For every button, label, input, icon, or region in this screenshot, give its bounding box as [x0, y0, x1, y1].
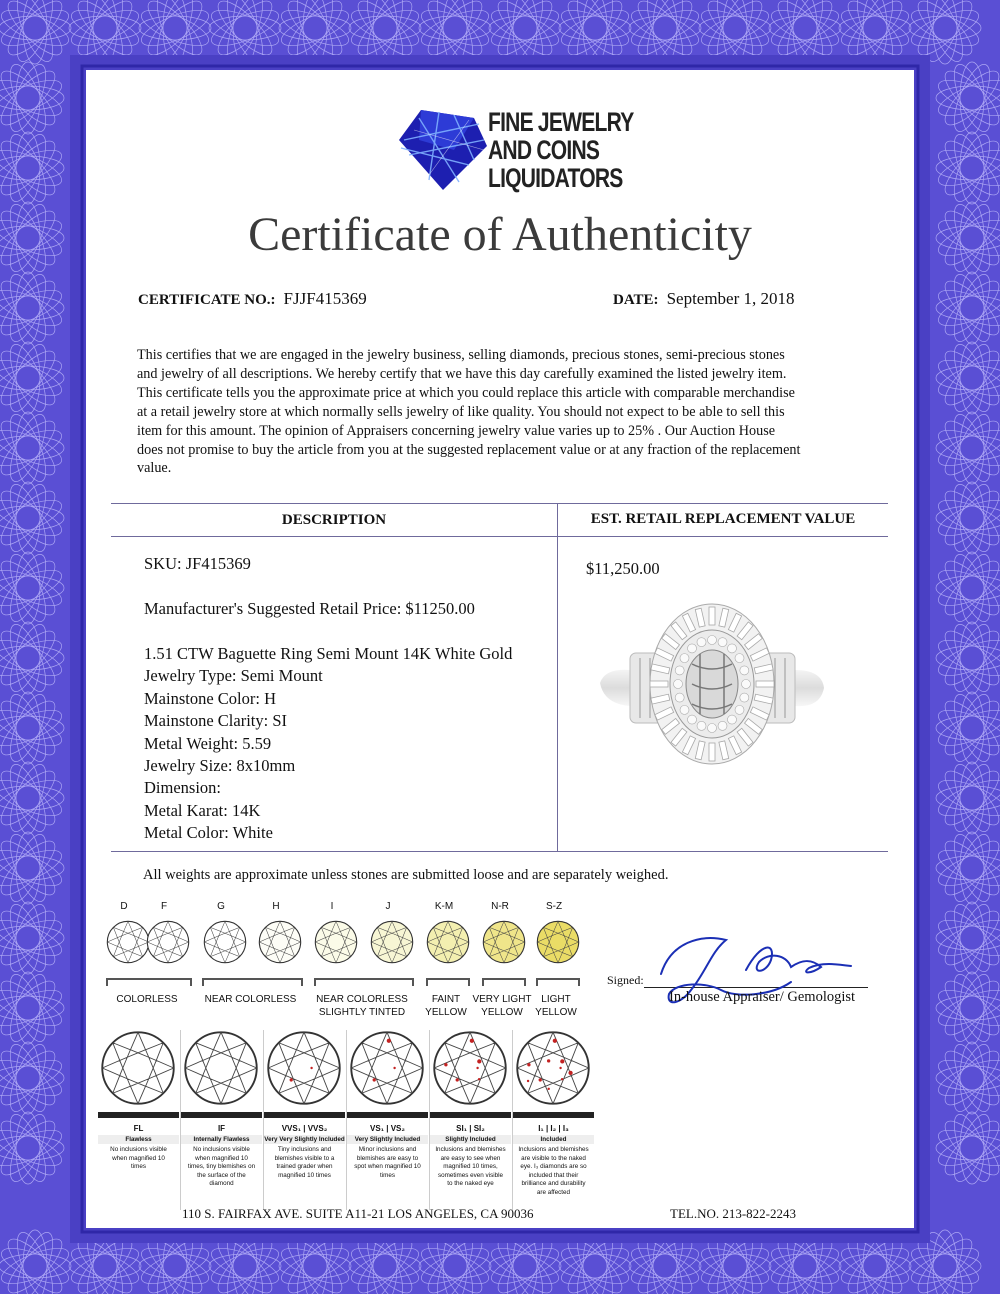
description-line: spot when magnified 10: [354, 1163, 421, 1171]
clarity-description: [264, 1146, 345, 1180]
detail-line: Dimension:: [144, 778, 221, 798]
certificate-no-value: FJJF415369: [283, 289, 367, 308]
clarity-code: SI₁ | SI₂: [456, 1124, 485, 1133]
description-line: Inclusions and blemishes: [435, 1146, 506, 1153]
detail-line: Metal Color: White: [144, 823, 273, 843]
color-category-label: [201, 993, 301, 1006]
certificate-no-label: CERTIFICATE NO.:: [138, 292, 276, 308]
clarity-column-divider: [263, 1030, 264, 1210]
category-line: FAINT: [431, 994, 461, 1005]
category-line: YELLOW: [425, 1007, 467, 1018]
description-line: to the naked eye: [447, 1180, 494, 1188]
footer-address: 110 S. FAIRFAX AVE. SUITE A11-21 LOS ANGELES, CA 90036: [182, 1206, 534, 1221]
description-header: DESCRIPTION: [281, 512, 387, 528]
baguette-stone: [756, 681, 774, 687]
clarity-diamond-icon: [183, 1030, 259, 1106]
baguette-stone: [709, 743, 715, 761]
description-line: times, tiny blemishes on: [187, 1163, 256, 1171]
color-diamond-icon: [146, 920, 190, 964]
ring-photo: [600, 598, 825, 768]
description-line: are affected: [536, 1188, 571, 1196]
category-line: SLIGHTLY TINTED: [318, 1007, 406, 1018]
color-category-label: [97, 993, 197, 1006]
clarity-name: Very Slightly Included: [347, 1135, 428, 1144]
halo-stone: [718, 721, 727, 730]
clarity-code: VVS₁ | VVS₂: [281, 1124, 328, 1133]
halo-stone: [680, 705, 689, 714]
description-line: magnified 10 times,: [443, 1163, 498, 1171]
grade-bracket: [536, 978, 580, 986]
color-diamond-icon: [258, 920, 302, 964]
baguette-stone: [709, 607, 715, 625]
clarity-diamond-icon: [100, 1030, 176, 1106]
color-grade-letter: H: [272, 901, 280, 912]
certificate-title: Certificate of Authenticity: [248, 208, 752, 261]
description-line: Inclusions and blemishes: [518, 1146, 589, 1153]
clarity-code: VS₁ | VS₂: [370, 1124, 405, 1133]
grade-bracket: [482, 978, 526, 986]
weights-note: All weights are approximate unless stones are submitted loose and are separately weighed.: [143, 867, 669, 883]
color-diamond-icon: [482, 920, 526, 964]
color-diamond-icon: [314, 920, 358, 964]
msrp-text: Manufacturer's Suggested Retail Price: $11250.00: [144, 599, 475, 618]
color-grade-letter: D: [120, 901, 128, 912]
clarity-diamond-icon: [266, 1030, 342, 1106]
color-diamond-icon: [203, 920, 247, 964]
clarity-code: FL: [133, 1124, 144, 1133]
detail-line: Metal Weight: 5.59: [144, 733, 272, 753]
intro-line: at a retail jewelry store at which normally sells jewelry of like quality. You should not expect to be able to sell this: [137, 403, 785, 420]
color-grade-letter: N-R: [491, 901, 509, 912]
clarity-code: IF: [217, 1124, 226, 1133]
halo-stone: [742, 680, 751, 689]
description-line: eye. I₃ diamonds are so: [520, 1163, 587, 1171]
clarity-bar: [181, 1112, 262, 1118]
halo-stone: [688, 644, 697, 653]
grade-bracket: [106, 978, 192, 986]
intro-line: does not promise to buy the article from you at the suggested replacement value or at any fraction of the replacement: [137, 441, 801, 458]
clarity-column-divider: [346, 1030, 347, 1210]
date-value: September 1, 2018: [666, 289, 795, 308]
category-line: LIGHT: [541, 994, 571, 1005]
date-label: DATE:: [613, 292, 659, 308]
halo-stone: [740, 693, 749, 702]
description-line: when magnified 10: [112, 1154, 165, 1162]
halo-stone: [675, 693, 684, 702]
category-line: YELLOW: [481, 1007, 523, 1018]
replacement-value: $11,250.00: [586, 559, 660, 578]
detail-line: Mainstone Clarity: SI: [144, 711, 287, 731]
description-line: brilliance and durability: [521, 1180, 586, 1188]
clarity-bar: [347, 1112, 428, 1118]
detail-line: Metal Karat: 14K: [144, 800, 261, 820]
detail-line: Mainstone Color: H: [144, 688, 276, 708]
clarity-diamond-icon: [349, 1030, 425, 1106]
clarity-bar: [430, 1112, 511, 1118]
color-grade-letter: F: [160, 901, 168, 912]
clarity-description: [98, 1146, 179, 1172]
description-line: the surface of the: [197, 1171, 246, 1179]
clarity-name: Very Very Slightly Included: [264, 1136, 345, 1143]
clarity-description: [181, 1146, 262, 1189]
grade-bracket: [202, 978, 303, 986]
value-header: EST. RETAIL REPLACEMENT VALUE: [590, 511, 856, 527]
clarity-bar: [513, 1112, 594, 1118]
description-line: times: [130, 1163, 147, 1171]
gem-logo-icon: [399, 110, 489, 190]
intro-line: item for this amount. The opinion of Appraisers concerning jewelry value varies up to 25% . Our Auction House: [137, 422, 776, 439]
halo-stone: [727, 715, 736, 724]
logo-line-3: LIQUIDATORS: [488, 163, 623, 193]
halo-stone: [675, 666, 684, 675]
sku-text: SKU: JF415369: [144, 554, 251, 573]
color-grade-chart: [86, 898, 586, 1018]
description-line: included that their: [528, 1171, 579, 1179]
category-line: YELLOW: [535, 1007, 577, 1018]
description-line: No inclusions visible: [193, 1146, 250, 1153]
description-line: when magnified 10: [195, 1154, 248, 1162]
color-diamond-icon: [370, 920, 414, 964]
halo-stone: [708, 724, 717, 733]
halo-stone: [735, 705, 744, 714]
grade-bracket: [314, 978, 414, 986]
category-line: COLORLESS: [116, 994, 178, 1005]
logo-line-1: FINE JEWELRY: [488, 107, 634, 137]
table-header-rule: [111, 536, 888, 537]
color-diamond-icon: [426, 920, 470, 964]
color-grade-letter: J: [385, 901, 391, 912]
clarity-name: Internally Flawless: [181, 1135, 262, 1144]
halo-stone: [735, 654, 744, 663]
halo-stone: [688, 715, 697, 724]
intro-line: value.: [137, 460, 172, 477]
description-line: trained grader when: [276, 1163, 333, 1171]
table-top-rule: [111, 503, 888, 504]
clarity-diamond-icon: [515, 1030, 591, 1106]
description-line: times: [379, 1171, 396, 1179]
detail-line: Jewelry Size: 8x10mm: [144, 756, 296, 776]
description-line: are visible to the naked: [521, 1154, 586, 1162]
clarity-description: [513, 1146, 594, 1198]
intro-line: This certifies that we are engaged in the jewelry business, selling diamonds, precious stones, semi-precious stones: [137, 347, 785, 363]
color-grade-letter: I: [330, 901, 334, 912]
clarity-name: Included: [513, 1135, 594, 1144]
halo-stone: [740, 666, 749, 675]
baguette-stone: [650, 681, 668, 687]
color-grade-letter: K-M: [434, 901, 454, 912]
appraiser-title: In-house Appraiser/ Gemologist: [669, 989, 856, 1005]
description-line: diamond: [209, 1180, 234, 1188]
table-bottom-rule: [111, 851, 888, 852]
color-grade-letter: G: [217, 901, 225, 912]
color-grade-letter: S-Z: [545, 901, 563, 912]
description-line: No inclusions visible: [110, 1146, 167, 1153]
halo-stone: [718, 638, 727, 647]
color-diamond-icon: [106, 920, 150, 964]
clarity-bar: [264, 1112, 345, 1118]
color-diamond-icon: [536, 920, 580, 964]
category-line: NEAR COLORLESS: [204, 994, 297, 1005]
item-details: [144, 643, 512, 845]
intro-line: This certificate tells you the approximate price at which you could replace this article with comparable merchandise: [137, 384, 795, 401]
clarity-diamond-icon: [432, 1030, 508, 1106]
clarity-grade-chart: [98, 1030, 598, 1220]
logo-line-2: AND COINS: [488, 135, 600, 165]
clarity-name: Flawless: [98, 1135, 179, 1144]
halo-stone: [697, 638, 706, 647]
category-line: NEAR COLORLESS: [316, 994, 408, 1005]
intro-line: and jewelry of all descriptions. We hereby certify that we have this day carefully examined the listed jewelry item.: [137, 365, 787, 382]
description-line: are easy to see when: [440, 1154, 501, 1162]
description-line: blemishes visible to a: [274, 1154, 335, 1162]
detail-line: Jewelry Type: Semi Mount: [144, 666, 323, 686]
halo-stone: [727, 644, 736, 653]
clarity-bar: [98, 1112, 179, 1118]
certificate-sheet: [86, 70, 914, 1228]
halo-stone: [708, 636, 717, 645]
clarity-name: Slightly Included: [430, 1135, 511, 1144]
description-line: Tiny inclusions and: [277, 1146, 332, 1153]
description-line: magnified 10 times: [278, 1171, 331, 1179]
halo-stone: [680, 654, 689, 663]
category-line: VERY LIGHT: [472, 994, 532, 1005]
clarity-description: [430, 1146, 511, 1189]
table-column-divider: [557, 503, 558, 851]
detail-line: 1.51 CTW Baguette Ring Semi Mount 14K White Gold: [144, 644, 513, 663]
clarity-description: [347, 1146, 428, 1180]
grade-bracket: [426, 978, 470, 986]
description-line: sometimes even visible: [437, 1171, 504, 1179]
description-line: Minor inclusions and: [358, 1146, 417, 1153]
halo-stone: [674, 680, 683, 689]
halo-stone: [697, 721, 706, 730]
intro-paragraph: [137, 346, 877, 478]
clarity-code: I₁ | I₂ | I₃: [538, 1124, 569, 1133]
signed-label: Signed:: [607, 973, 644, 987]
description-line: blemishes are easy to: [356, 1154, 419, 1162]
footer-telephone: TEL.NO. 213-822-2243: [670, 1206, 797, 1221]
color-category-label: [506, 993, 606, 1019]
